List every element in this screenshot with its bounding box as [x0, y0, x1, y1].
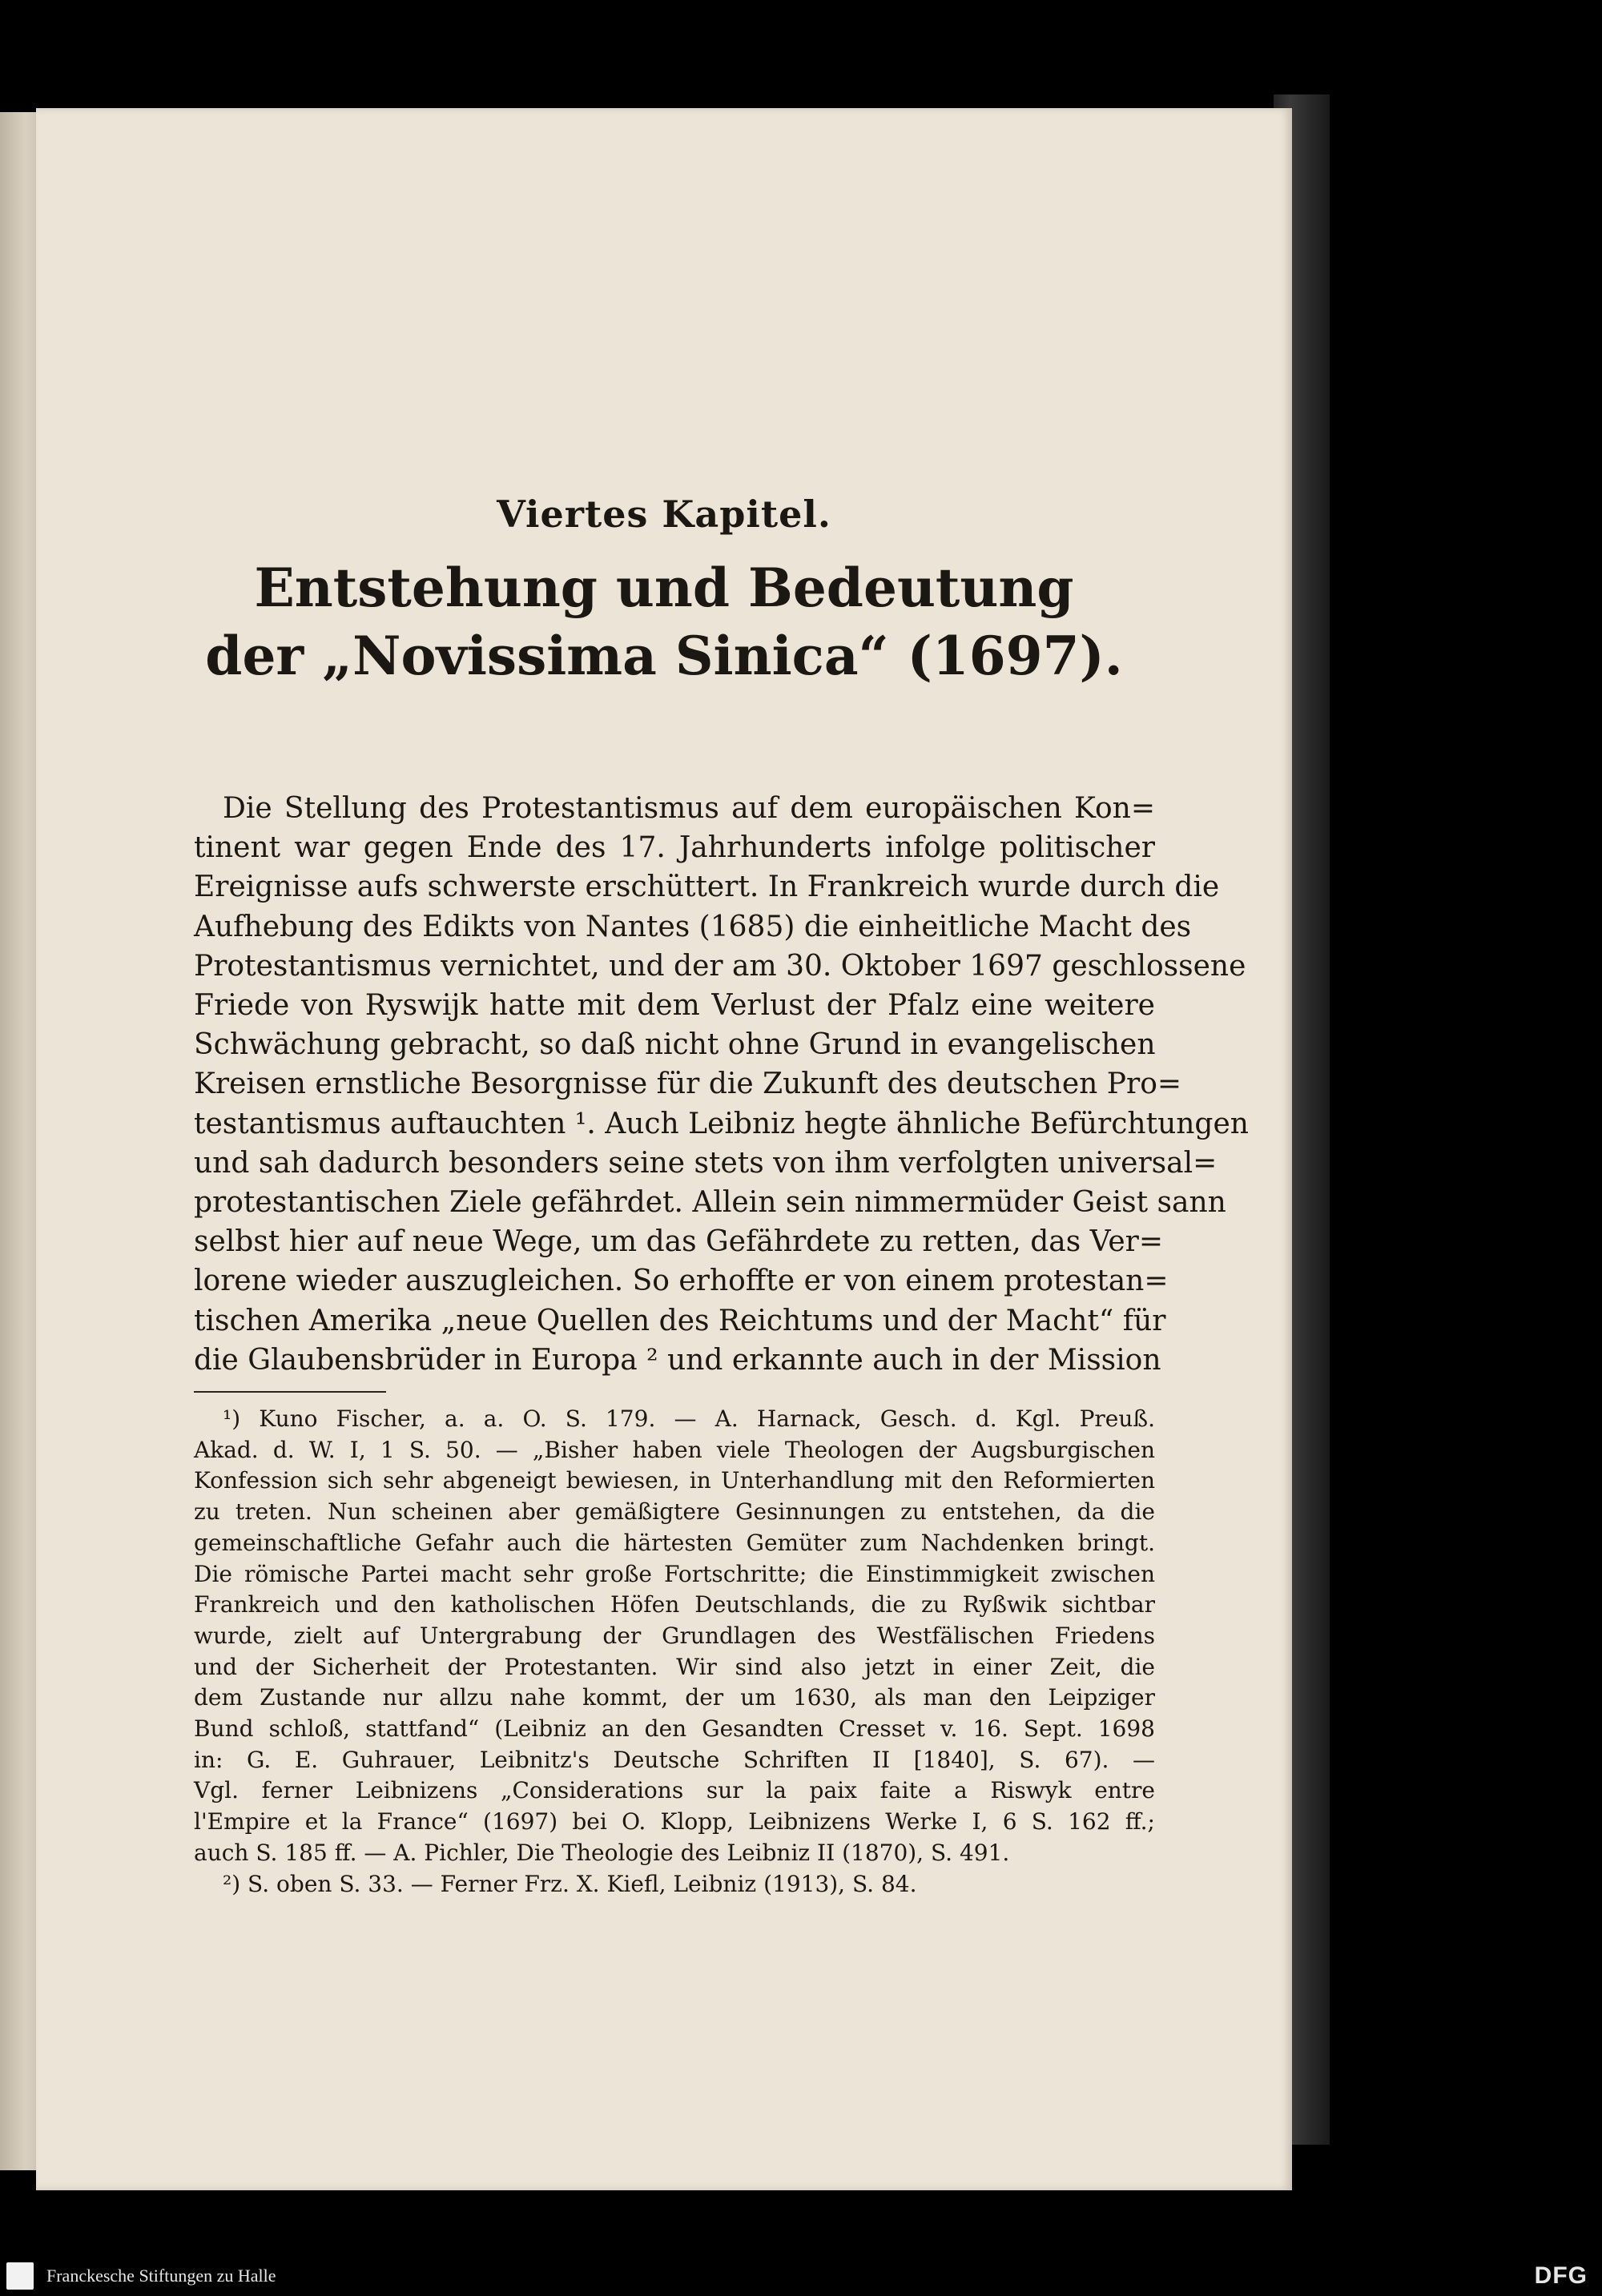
footnote-1-line: Die römische Partei macht sehr große Fortschritte; die Einstimmigkeit zwischen	[194, 1560, 1155, 1587]
viewer-footer	[0, 2256, 1602, 2296]
footnote-1-line: Akad. d. W. I, 1 S. 50. — „Bisher haben viele Theologen der Augsburgischen	[194, 1436, 1155, 1463]
body-paragraph	[194, 789, 1249, 1380]
footnote-1-line: ¹) Kuno Fischer, a. a. O. S. 179. — A. Harnack, Gesch. d. Kgl. Preuß.	[223, 1405, 1155, 1432]
body-line: lorene wieder auszugleichen. So erhoffte er von einem protestan=	[194, 1265, 1169, 1298]
footnote-1-line: auch S. 185 ff. — A. Pichler, Die Theologie des Leibniz II (1870), S. 491.	[194, 1839, 1010, 1866]
body-line: Aufhebung des Edikts von Nantes (1685) die einheitliche Macht des	[194, 910, 1192, 943]
book-page	[36, 108, 1292, 2190]
footnote-divider	[194, 1391, 386, 1393]
body-line: und sah dadurch besonders seine stets von ihm verfolgten universal=	[194, 1146, 1218, 1180]
footnote-1-line: Frankreich und den katholischen Höfen Deutschlands, die zu Ryßwik sichtbar	[194, 1591, 1155, 1618]
chapter-heading: Viertes Kapitel.	[497, 493, 831, 536]
body-line: selbst hier auf neue Wege, um das Gefährdete zu retten, das Ver=	[194, 1225, 1164, 1259]
body-line: Ereignisse aufs schwerste erschüttert. In Frankreich wurde durch die	[194, 871, 1220, 904]
footnote-1-line: in: G. E. Guhrauer, Leibnitz's Deutsche Schriften II [1840], S. 67). —	[194, 1746, 1155, 1773]
body-line: Friede von Ryswijk hatte mit dem Verlust der Pfalz eine weitere	[194, 989, 1155, 1023]
footnote-1	[194, 1404, 1155, 1869]
footnote-1-line: dem Zustande nur allzu nahe kommt, der um 1630, als man den Leipziger	[194, 1684, 1155, 1711]
footnote-1-line: zu treten. Nun scheinen aber gemäßigtere Gesinnungen zu entstehen, da die	[194, 1498, 1155, 1526]
chapter-title-line-1: Entstehung und Bedeutung	[254, 557, 1074, 619]
footnote-2	[194, 1869, 1155, 1900]
footnote-2-text: ²) S. oben S. 33. — Ferner Frz. X. Kiefl, Leibniz (1913), S. 84.	[223, 1870, 917, 1897]
footnote-1-line: gemeinschaftliche Gefahr auch die härtesten Gemüter zum Nachdenken bringt.	[194, 1529, 1155, 1556]
body-line: die Glaubensbrüder in Europa ² und erkannte auch in der Mission	[194, 1343, 1161, 1377]
body-line: Schwächung gebracht, so daß nicht ohne Grund in evangelischen	[194, 1028, 1156, 1062]
footnote-1-line: Konfession sich sehr abgeneigt bewiesen, in Unterhandlung mit den Reformierten	[194, 1467, 1155, 1494]
chapter-title-line-2: der „Novissima Sinica“ (1697).	[205, 625, 1123, 687]
body-line: Die Stellung des Protestantismus auf dem europäischen Kon=	[223, 792, 1155, 825]
body-line: tischen Amerika „neue Quellen des Reichtums und der Macht“ für	[194, 1304, 1166, 1337]
footnote-1-line: Bund schloß, stattfand“ (Leibniz an den Gesandten Cresset v. 16. Sept. 1698	[194, 1715, 1155, 1743]
dfg-logo: DFG	[1534, 2262, 1588, 2289]
institution-name: Franckesche Stiftungen zu Halle	[46, 2266, 276, 2286]
facing-page-edge	[0, 112, 36, 2170]
footnote-1-line: wurde, zielt auf Untergrabung der Grundlagen des Westfälischen Friedens	[194, 1622, 1155, 1649]
body-line: tinent war gegen Ende des 17. Jahrhunderts infolge politischer	[194, 831, 1155, 865]
footnote-1-line: und der Sicherheit der Protestanten. Wir sind also jetzt in einer Zeit, die	[194, 1653, 1155, 1680]
footnotes	[194, 1404, 1155, 1900]
body-line: protestantischen Ziele gefährdet. Allein sein nimmermüder Geist sann	[194, 1186, 1226, 1220]
institution-logo-icon	[6, 2262, 34, 2290]
body-line: testantismus auftauchten ¹. Auch Leibniz hegte ähnliche Befürchtungen	[194, 1107, 1249, 1140]
footnote-1-line: Vgl. ferner Leibnizens „Considerations sur la paix faite a Riswyk entre	[194, 1777, 1155, 1804]
body-line: Kreisen ernstliche Besorgnisse für die Zukunft des deutschen Pro=	[194, 1068, 1182, 1101]
footnote-1-line: l'Empire et la France“ (1697) bei O. Klopp, Leibnizens Werke I, 6 S. 162 ff.;	[194, 1808, 1155, 1836]
body-line: Protestantismus vernichtet, und der am 30. Oktober 1697 geschlossene	[194, 949, 1246, 983]
